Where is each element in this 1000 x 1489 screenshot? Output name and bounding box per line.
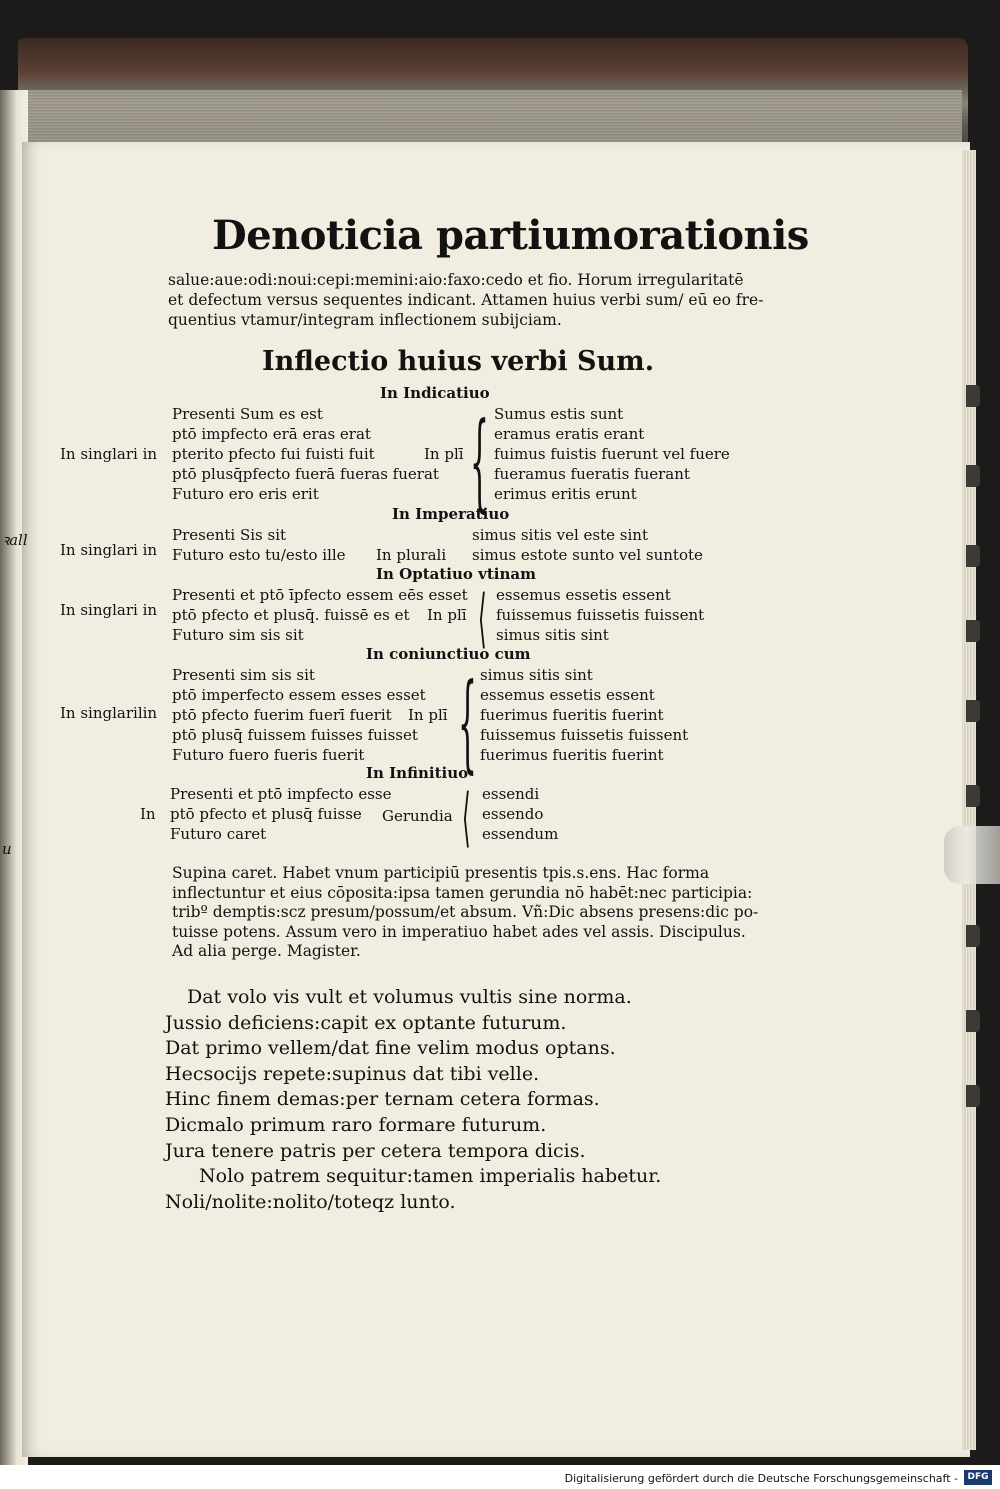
mood-label-indicative: In Indicatiuo xyxy=(380,384,490,402)
conjugation-line: Futuro sim sis sit xyxy=(172,626,304,644)
verse-line: Nolo patrem sequitur:tamen imperialis habetur. xyxy=(199,1165,662,1188)
footer-credit: Digitalisierung gefördert durch die Deutsche Forschungsgemeinschaft - xyxy=(564,1472,958,1485)
conjugation-line: ptō pfecto et plusq̄. fuissē es et xyxy=(172,606,410,624)
brace-icon: ⟨ xyxy=(462,781,471,855)
number-label: In xyxy=(140,805,156,823)
intro-paragraph xyxy=(168,270,763,330)
conjugation-line: ptō plusq̄pfecto fuerā fueras fuerat xyxy=(172,465,439,483)
note-paragraph xyxy=(172,864,758,962)
conjugation-line: Futuro ero eris erit xyxy=(172,485,319,503)
number-label: In singlari in xyxy=(60,445,158,463)
intro-line: et defectum versus sequentes indicant. Attamen huius verbi sum/ eū eo fre- xyxy=(168,291,764,309)
number-label: In plī xyxy=(424,445,464,463)
verse-line: Jussio deficiens:capit ex optante futurum. xyxy=(165,1011,567,1034)
page-tab xyxy=(966,545,980,567)
page-tab xyxy=(966,620,980,642)
conjugation-line: essemus essetis essent xyxy=(480,686,655,704)
conjugation-line: essendum xyxy=(482,825,559,843)
conjugation-line: fuerimus fueritis fuerint xyxy=(480,746,664,764)
conjugation-line: simus estote sunto vel suntote xyxy=(472,546,703,564)
conjugation-line: fuissemus fuissetis fuissent xyxy=(496,606,705,624)
optative-singular xyxy=(172,585,468,645)
mood-label-subjunctive: In coniunctiuo cum xyxy=(366,645,531,663)
conjugation-line: ptō imperfecto essem esses esset xyxy=(172,686,426,704)
note-line: tuisse potens. Assum vero in imperatiuo habet ades vel assis. Discipulus. xyxy=(172,922,746,941)
note-line: Supina caret. Habet vnum participiū presentis tpis.s.ens. Hac forma xyxy=(172,864,710,882)
conjugation-line: pterito pfecto fui fuisti fuit xyxy=(172,445,375,463)
indicative-singular xyxy=(172,404,439,504)
page-tab xyxy=(966,785,980,807)
note-line: inflectuntur et eius cōposita:ipsa tamen gerundia nō habēt:nec participia: xyxy=(172,883,753,902)
facing-page-fragment: u xyxy=(2,840,12,858)
conjugation-line: ptō plusq̄ fuissem fuisses fuisset xyxy=(172,726,418,744)
number-label: In plurali xyxy=(376,546,447,564)
conjugation-line: fuerimus fueritis fuerint xyxy=(480,706,664,724)
conjugation-line: essemus essetis essent xyxy=(496,586,671,604)
conjugation-line: Presenti sim sis sit xyxy=(172,666,315,684)
verse-line: Jura tenere patris per cetera tempora dicis. xyxy=(165,1139,586,1162)
intro-line: salue:aue:odi:noui:cepi:memini:aio:faxo:cedo et fio. Horum irregularitatē xyxy=(168,271,744,289)
infinitive-lines xyxy=(170,784,392,844)
gerund-label: Gerundia xyxy=(382,807,453,825)
page-tab xyxy=(966,925,980,947)
page-tab xyxy=(966,1085,980,1107)
conjugation-line: Futuro caret xyxy=(170,825,267,843)
conjugation-line: essendi xyxy=(482,785,540,803)
verse-line: Dicmalo primum raro formare futurum. xyxy=(165,1113,547,1136)
number-label: In singlari in xyxy=(60,601,158,619)
page-tab xyxy=(966,1010,980,1032)
conjugation-line: eramus eratis erant xyxy=(494,425,645,443)
conjugation-line: fuissemus fuissetis fuissent xyxy=(480,726,689,744)
section-heading: Inflectio huius verbi Sum. xyxy=(262,346,655,377)
conjugation-line: erimus eritis erunt xyxy=(494,485,637,503)
number-label: In plī xyxy=(408,706,448,724)
optative-plural xyxy=(496,585,704,645)
number-label: In plī xyxy=(427,606,467,624)
imperative-plural xyxy=(472,525,703,565)
brace-icon: { xyxy=(458,661,477,785)
facing-page-fragment: ꝛall xyxy=(2,531,28,549)
conjugation-line: Presenti et ptō impfecto esse xyxy=(170,785,392,803)
mood-label-imperative: In Imperatiuo xyxy=(392,505,510,523)
conjugation-line: ptō pfecto fuerim fuerī fuerit xyxy=(172,706,392,724)
conjugation-line: essendo xyxy=(482,805,544,823)
verse-line: Hinc finem demas:per ternam cetera formas. xyxy=(165,1088,600,1111)
conjugation-line: simus sitis sint xyxy=(496,626,609,644)
verse-block xyxy=(165,985,661,1215)
number-label: In singlari in xyxy=(60,541,158,559)
verse-line: Hecsocijs repete:supinus dat tibi velle. xyxy=(165,1062,540,1085)
conjugation-line: fueramus fueratis fuerant xyxy=(494,465,690,483)
conjugation-line: ptō impfecto erā eras erat xyxy=(172,425,371,443)
note-line: tribº demptis:scz presum/possum/et absum. Vñ:Dic absens presens:dic po- xyxy=(172,903,759,921)
verse-line: Noli/nolite:nolito/toteqz lunto. xyxy=(165,1190,456,1213)
gerund-list xyxy=(482,784,558,844)
conjugation-line: Sumus estis sunt xyxy=(494,405,624,423)
verse-line: Dat primo vellem/dat fine velim modus optans. xyxy=(165,1037,616,1060)
page-tab xyxy=(966,700,980,722)
conjugation-line: simus sitis vel este sint xyxy=(472,526,648,544)
note-line: Ad alia perge. Magister. xyxy=(172,942,361,960)
conjugation-line: Presenti et ptō īpfecto essem eēs esset xyxy=(172,586,468,604)
indicative-plural xyxy=(494,404,730,504)
brace-icon: { xyxy=(470,400,489,524)
page-tab xyxy=(966,385,980,407)
page-tab xyxy=(966,465,980,487)
conjugation-line: Presenti Sis sit xyxy=(172,526,287,544)
verse-line: Dat volo vis vult et volumus vultis sine norma. xyxy=(187,986,632,1008)
dfg-logo: DFG xyxy=(964,1470,992,1485)
subjunctive-singular xyxy=(172,665,426,765)
intro-line: quentius vtamur/integram inflectionem subijciam. xyxy=(168,311,562,329)
page-clip xyxy=(944,826,1000,884)
conjugation-line: Futuro esto tu/esto ille xyxy=(172,546,346,564)
book-top-edge xyxy=(18,38,968,146)
mood-label-infinitive: In Infinitiuo xyxy=(366,764,469,782)
conjugation-line: ptō pfecto et plusq̄ fuisse xyxy=(170,805,362,823)
mood-label-optative: In Optatiuo vtinam xyxy=(376,565,536,583)
conjugation-line: Futuro fuero fueris fuerit xyxy=(172,746,365,764)
page-title: Denoticia partiumorationis xyxy=(212,212,809,259)
conjugation-line: simus sitis sint xyxy=(480,666,593,684)
imperative-singular xyxy=(172,525,346,565)
conjugation-line: fuimus fuistis fuerunt vel fuere xyxy=(494,445,730,463)
brace-icon: ⟨ xyxy=(478,582,487,656)
number-label: In singlarilin xyxy=(60,704,158,722)
subjunctive-plural xyxy=(480,665,688,765)
conjugation-line: Presenti Sum es est xyxy=(172,405,323,423)
